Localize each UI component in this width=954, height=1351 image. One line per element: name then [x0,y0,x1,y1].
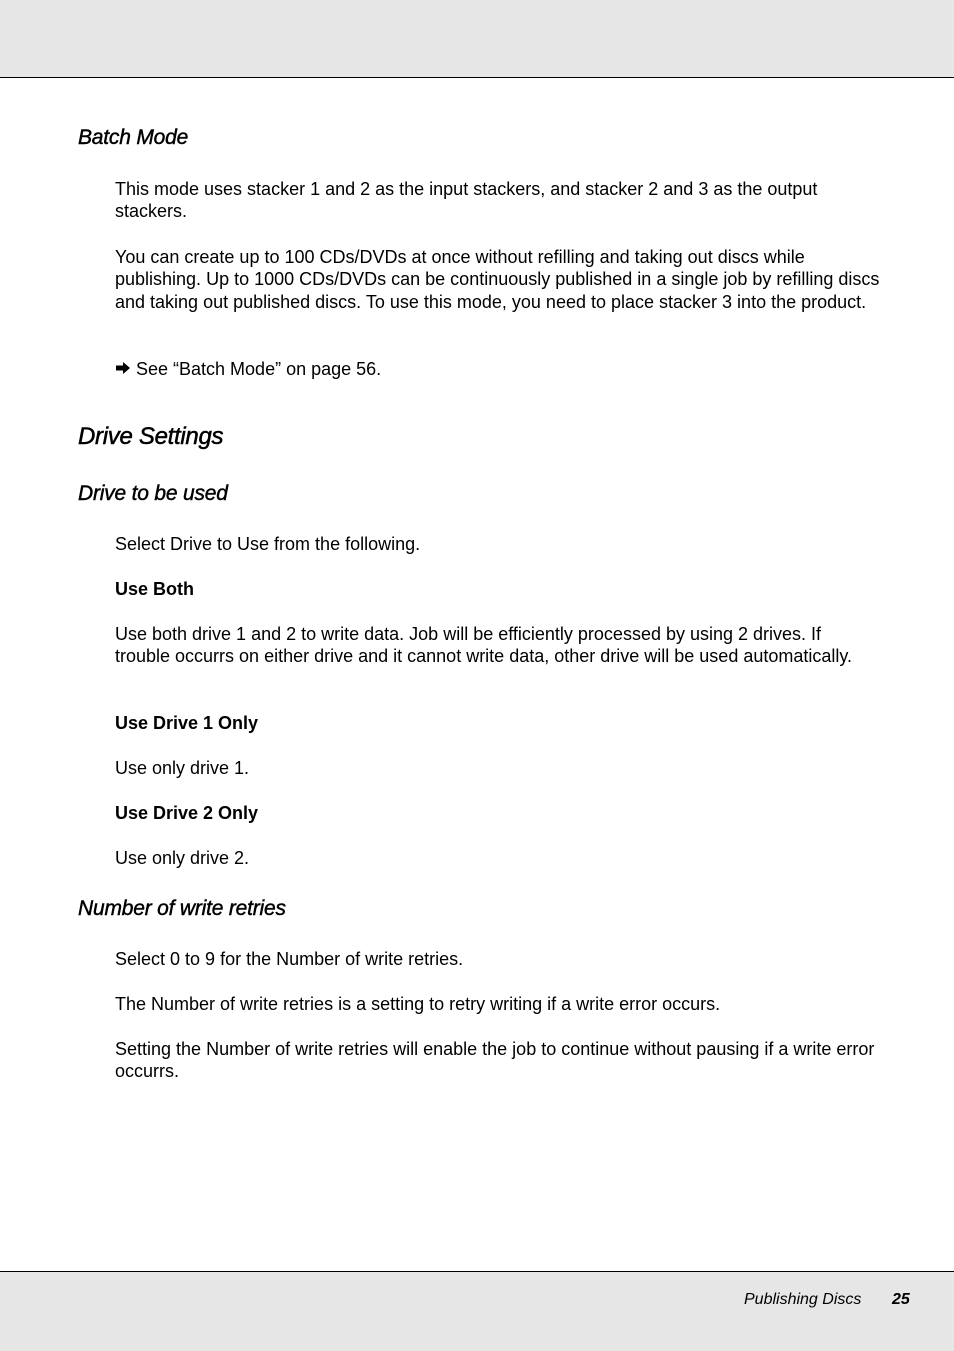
right-arrow-icon [115,358,131,380]
reference-text: See “Batch Mode” on page 56. [136,359,382,379]
footer-section-title: Publishing Discs [744,1291,862,1308]
drive-intro: Select Drive to Use from the following. [115,534,421,554]
option-description-use-both: Use both drive 1 and 2 to write data. Job will be efficiently processed by using 2 drives. If trouble occurrs on either drive and it cannot write data, other drive will be used automatically. [115,624,853,667]
write-retries-paragraph-3: Setting the Number of write retries will enable the job to continue without pausing if a write error occurrs. [115,1039,875,1082]
write-retries-heading: Number of write retries [78,897,286,920]
batch-mode-reference[interactable] [115,358,880,380]
option-label-use-drive-2: Use Drive 2 Only [115,803,259,823]
footer-page-number: 25 [892,1291,910,1308]
drive-to-be-used-heading: Drive to be used [78,482,228,505]
batch-mode-paragraph-1: This mode uses stacker 1 and 2 as the input stackers, and stacker 2 and 3 as the output stackers. [115,179,818,222]
write-retries-paragraph-2: The Number of write retries is a setting to retry writing if a write error occurs. [115,994,721,1014]
batch-mode-paragraph-2: You can create up to 100 CDs/DVDs at once without refilling and taking out discs while publishing. Up to 1000 CDs/DVDs can be continuously published in a single job by refilling discs and taking out published discs. To use this mode, you need to place stacker 3 into the product. [115,247,880,312]
option-description-use-drive-2: Use only drive 2. [115,848,250,868]
page-header-band [0,0,954,78]
option-description-use-drive-1: Use only drive 1. [115,758,250,778]
write-retries-paragraph-1: Select 0 to 9 for the Number of write retries. [115,949,464,969]
option-label-use-drive-1: Use Drive 1 Only [115,713,259,733]
batch-mode-heading: Batch Mode [78,126,189,149]
option-label-use-both: Use Both [115,579,195,599]
page-footer-band [0,1271,954,1351]
drive-settings-heading: Drive Settings [78,423,224,450]
